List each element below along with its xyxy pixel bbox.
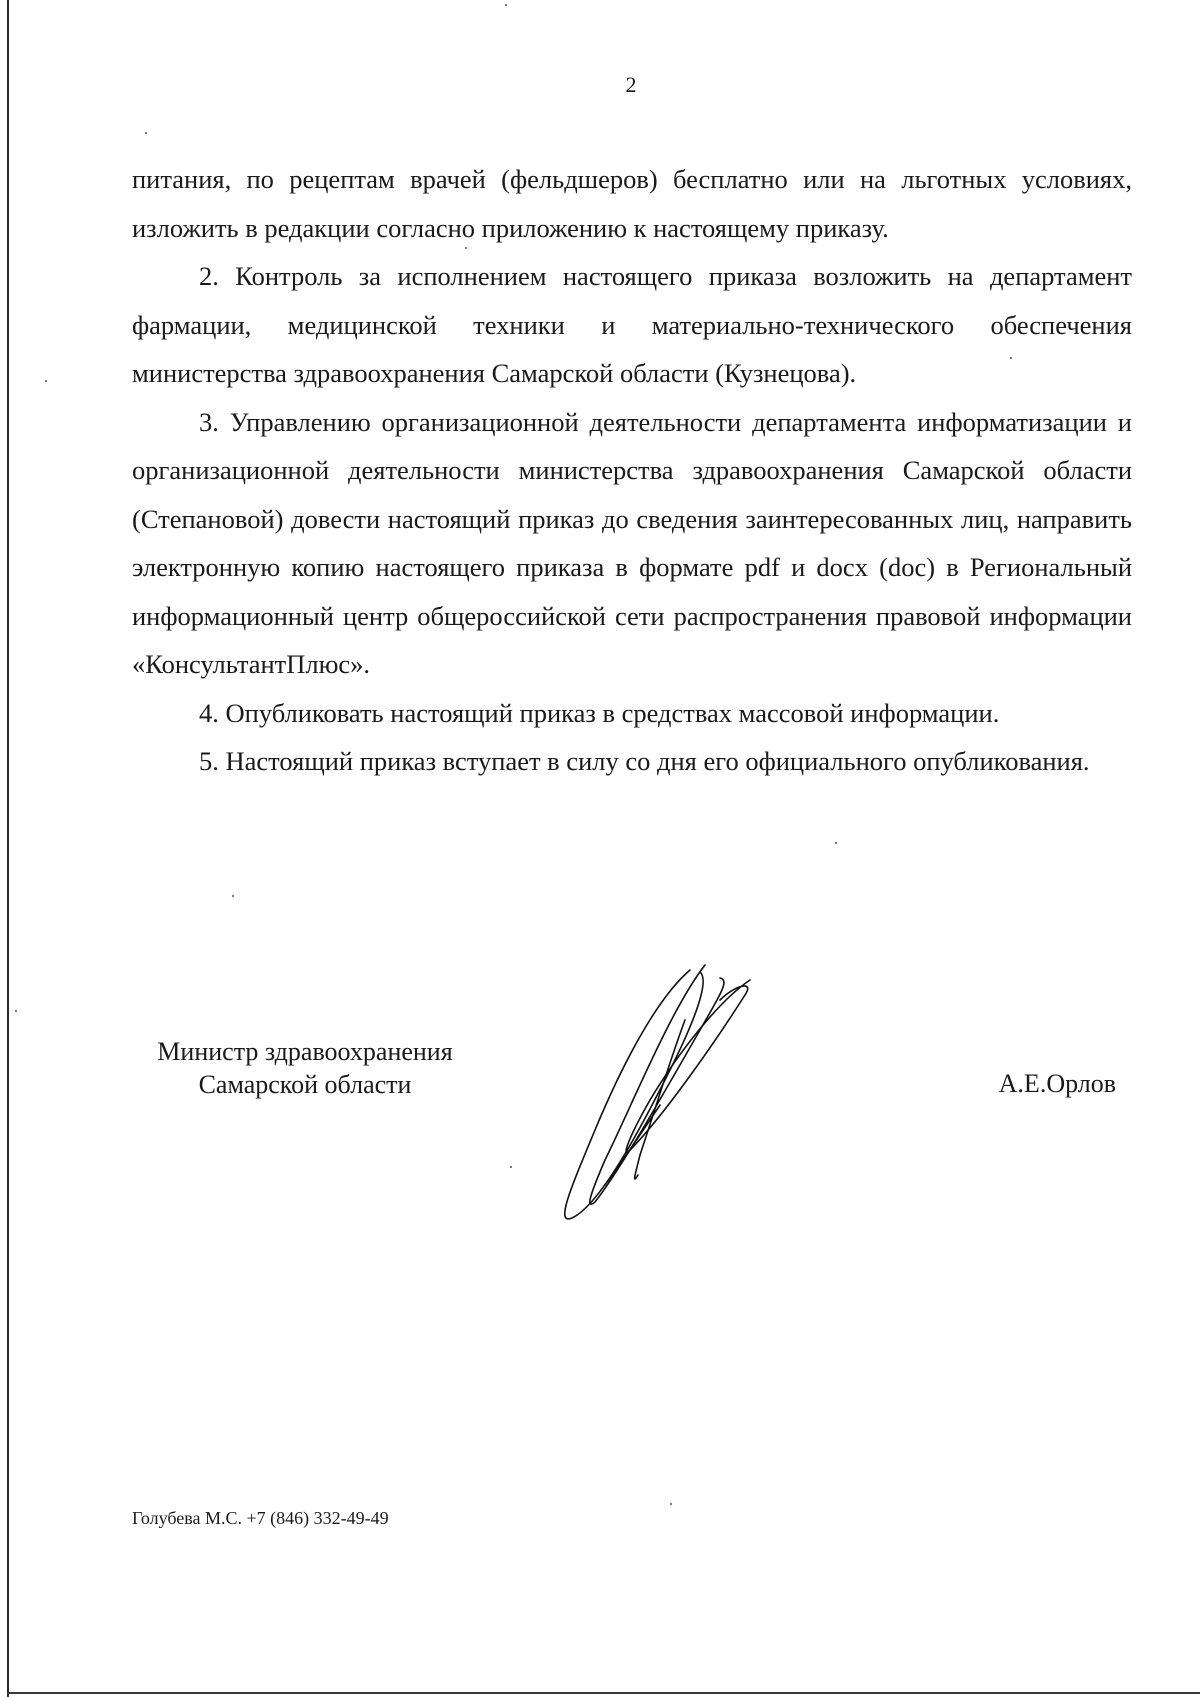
scan-speck (505, 4, 507, 6)
scan-speck (510, 1166, 512, 1168)
page-edge-bottom (7, 1692, 1200, 1694)
page-number: 2 (625, 72, 637, 97)
signatory-title-line-2: Самарской области (198, 1070, 412, 1099)
paragraph-3: 3. Управлению организационной деятельности департамента информатизации и организационной деятельности министерства здравоохранения Самарской области (Степановой) довести настоящий приказ до сведения заинтересованных лиц, направить электронную копию настоящего приказа в формате pdf и docx (doc) в Региональный информационный центр общероссийской сети распространения правовой информации «КонсультантПлюс». (132, 406, 1132, 679)
signatory-name: А.Е.Орлов (998, 1069, 1116, 1098)
page-edge-left (7, 0, 9, 1697)
paragraph-4: 4. Опубликовать настоящий приказ в средствах массовой информации. (199, 697, 1000, 728)
document-body (132, 155, 1132, 786)
scan-speck (145, 132, 147, 134)
scan-speck (670, 1503, 672, 1505)
paragraph-2: 2. Контроль за исполнением настоящего приказа возложить на департамент фармации, медицинской техники и материально-технического обеспечения министерства здравоохранения Самарской области (Кузнецова). (132, 261, 1132, 388)
scan-speck (835, 842, 837, 844)
paragraph-5: 5. Настоящий приказ вступает в силу со дня его официального опубликования. (199, 746, 1090, 776)
signatory-title (135, 1035, 475, 1101)
scan-speck (15, 1010, 17, 1012)
paragraph-continuation: питания, по рецептам врачей (фельдшеров) бесплатно или на льготных условиях, изложить в редакции согласно приложению к настоящему приказу. (132, 164, 1132, 243)
signatory-title-line-1: Министр здравоохранения (157, 1037, 453, 1066)
handwritten-signature (560, 960, 800, 1230)
scan-speck (45, 380, 47, 382)
scan-speck (1010, 357, 1012, 359)
contact-info: Голубева М.С. +7 (846) 332-49-49 (132, 1508, 389, 1528)
scan-speck (465, 247, 467, 249)
scan-speck (232, 895, 234, 897)
